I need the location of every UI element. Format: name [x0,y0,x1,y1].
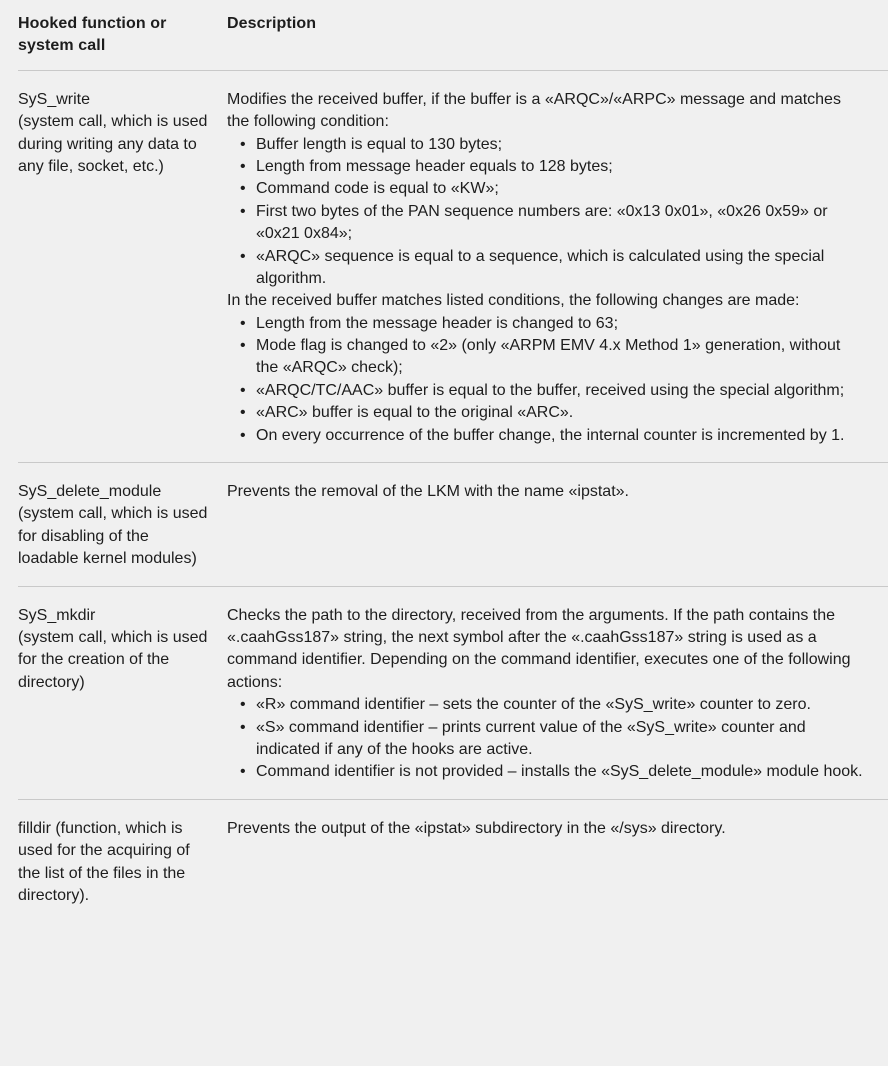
function-text: (system call, which is used during writing any data to any file, socket, etc.) [18,113,208,175]
header-description: Description [227,15,317,32]
bullet-item: • «ARQC» sequence is equal to a sequence, which is calculated using the special algorithm. [227,246,863,291]
bullet-item: • On every occurrence of the buffer change, the internal counter is incremented by 1. [227,425,863,447]
bullet-list [227,313,863,447]
description-cell [227,818,863,840]
table-row [18,586,888,799]
description-paragraph: Modifies the received buffer, if the buffer is a «ARQC»/«ARPC» message and matches the following condition: [227,90,841,131]
header-hooked-function: Hooked function or system call [18,15,167,55]
bullet-item: • First two bytes of the PAN sequence numbers are: «0x13 0x01», «0x26 0x59» or «0x21 0x84»; [227,201,863,246]
function-cell [18,89,212,179]
bullet-item: • Mode flag is changed to «2» (only «ARPM EMV 4.x Method 1» generation, without the «ARQC» check); [227,335,863,380]
bullet-list [227,134,863,291]
description-cell [227,481,863,503]
function-text: SyS_delete_module [18,483,162,501]
description-paragraph: In the received buffer matches listed conditions, the following changes are made: [227,292,800,310]
function-text: (system call, which is used for the creation of the directory) [18,628,208,691]
function-text: (system call, which is used for disabling of the loadable kernel modules) [18,505,208,568]
table-row [18,462,888,586]
bullet-item: • «ARQC/TC/AAC» buffer is equal to the buffer, received using the special algorithm; [227,380,863,402]
description-paragraph: Checks the path to the directory, received from the arguments. If the path contains the «.caahGss187» string, the next symbol after the «.caahGss187» string is used as a command identifier. Depending on the command identifier, executes one of the following actions: [227,606,851,691]
table-row [18,70,888,462]
bullet-item: • Command code is equal to «KW»; [227,178,863,200]
bullet-item: • Command identifier is not provided – installs the «SyS_delete_module» module hook. [227,761,863,783]
table-body [18,70,888,923]
function-cell [18,605,212,695]
description-paragraph: Prevents the output of the «ipstat» subdirectory in the «/sys» directory. [227,819,726,837]
description-paragraph: Prevents the removal of the LKM with the name «ipstat». [227,483,629,501]
bullet-item: • Length from the message header is changed to 63; [227,313,863,335]
description-cell [227,605,863,784]
function-cell [18,818,212,908]
bullet-item: • «R» command identifier – sets the counter of the «SyS_write» counter to zero. [227,694,863,716]
bullet-item: • Length from message header equals to 128 bytes; [227,156,863,178]
description-cell [227,89,863,447]
function-text: filldir (function, which is used for the acquiring of the list of the files in the directory). [18,819,190,904]
function-text: SyS_write [18,90,91,108]
function-text: SyS_mkdir [18,606,96,624]
bullet-item: • «S» command identifier – prints current value of the «SyS_write» counter and indicated if any of the hooks are active. [227,717,863,762]
bullet-list [227,694,863,784]
bullet-item: • «ARC» buffer is equal to the original «ARC». [227,402,863,424]
bullet-item: • Buffer length is equal to 130 bytes; [227,134,863,156]
function-cell [18,481,212,571]
table-row [18,799,888,923]
table-header-row [18,0,888,70]
